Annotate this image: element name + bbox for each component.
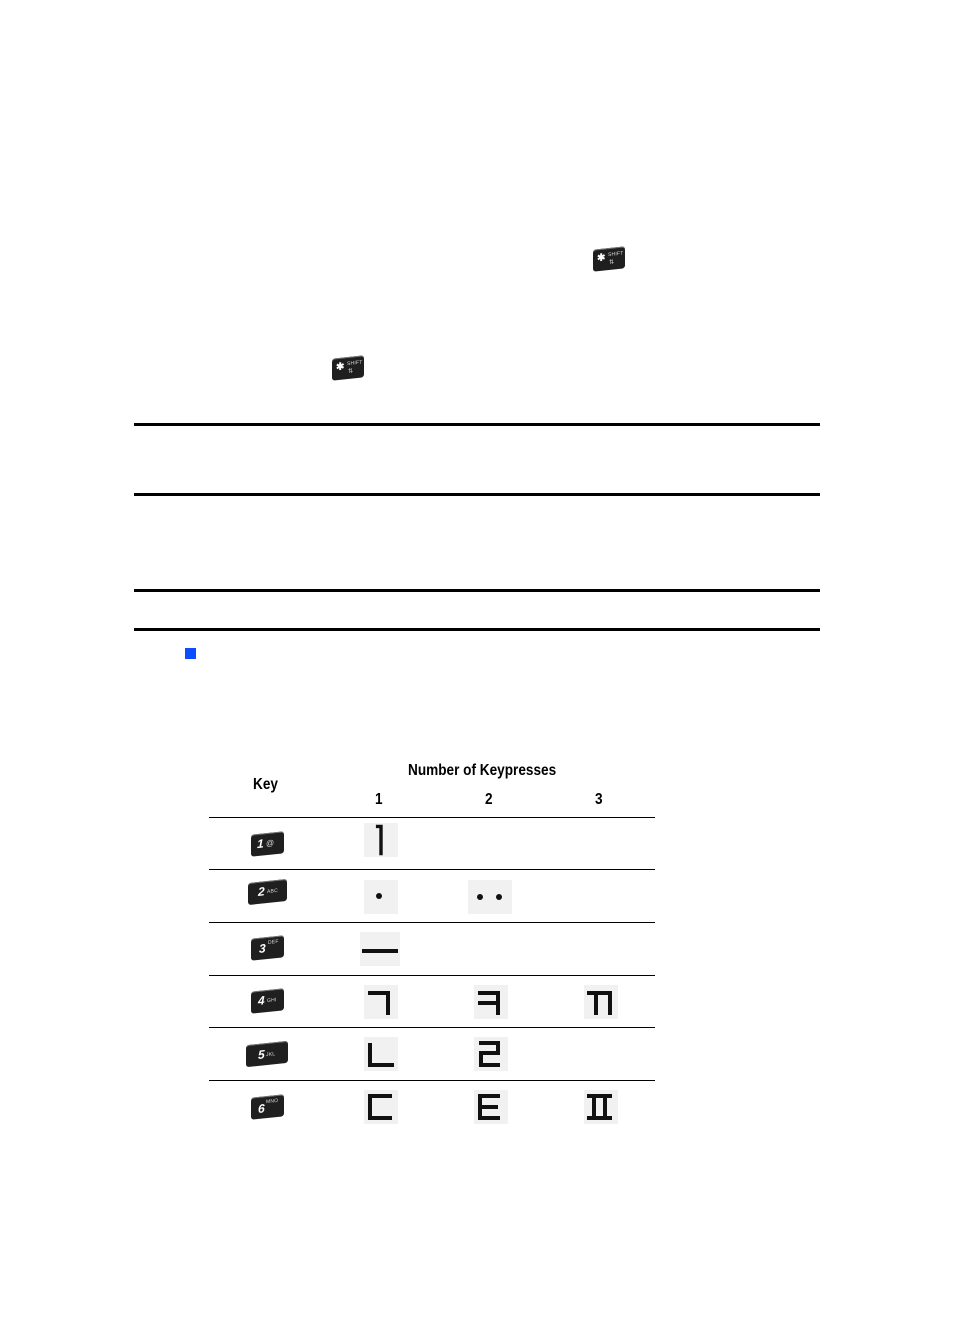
key-digit: 1 <box>257 836 264 852</box>
glyph-consonant-tt <box>584 1090 618 1124</box>
section-rule-top <box>134 423 820 426</box>
key-letters: JKL <box>266 1051 276 1059</box>
key-letters: GHI <box>267 997 277 1005</box>
key-3-icon <box>251 935 284 960</box>
table-row-divider <box>209 1080 655 1081</box>
key-digit: 2 <box>258 884 265 899</box>
glyph-consonant-g <box>364 985 398 1019</box>
key-digit: 4 <box>258 993 265 1008</box>
column-2: 2 <box>485 791 493 808</box>
glyph-consonant-k <box>474 985 508 1019</box>
asterisk-glyph: ✱ <box>336 361 345 374</box>
key-letters: MNO <box>266 1097 279 1106</box>
key-letters: DEF <box>268 938 279 946</box>
shift-key-icon <box>332 355 364 380</box>
key-6-icon <box>251 1094 284 1119</box>
asterisk-glyph: ✱ <box>597 252 606 265</box>
shift-label: SHIFT <box>608 250 624 259</box>
shift-sub-glyph: ⇅ <box>348 368 354 375</box>
header-key: Key <box>253 776 278 793</box>
table-row-divider <box>209 869 655 870</box>
glyph-consonant-r <box>474 1037 508 1071</box>
shift-sub-glyph: ⇅ <box>609 259 615 266</box>
table-row-divider <box>209 1027 655 1028</box>
table-row-divider <box>209 817 655 818</box>
glyph-consonant-t <box>474 1090 508 1124</box>
shift-key-icon <box>593 246 625 271</box>
section-bullet-icon <box>185 648 196 659</box>
key-1-icon <box>251 831 284 856</box>
glyph-dot <box>364 880 398 914</box>
column-3: 3 <box>595 791 603 808</box>
glyph-consonant-d <box>364 1090 398 1124</box>
key-digit: 3 <box>259 941 266 956</box>
glyph-double-dot <box>468 880 512 914</box>
section-rule <box>134 493 820 496</box>
key-digit: 6 <box>258 1101 265 1116</box>
key-4-icon <box>251 988 284 1013</box>
key-letters: ABC <box>267 887 278 896</box>
key-digit: 5 <box>258 1047 265 1062</box>
header-keypresses: Number of Keypresses <box>408 762 557 779</box>
shift-label: SHIFT <box>347 359 363 368</box>
table-row-divider <box>209 975 655 976</box>
glyph-vowel-i <box>364 823 398 857</box>
key-5-icon <box>246 1041 288 1067</box>
glyph-consonant-n <box>364 1037 398 1071</box>
table-row-divider <box>209 922 655 923</box>
glyph-consonant-kk <box>584 985 618 1019</box>
section-rule-bottom <box>134 628 820 631</box>
key-letters: @ <box>266 838 275 849</box>
section-rule <box>134 589 820 592</box>
column-1: 1 <box>375 791 383 808</box>
key-2-icon <box>248 879 287 905</box>
glyph-vowel-eu <box>360 932 400 966</box>
